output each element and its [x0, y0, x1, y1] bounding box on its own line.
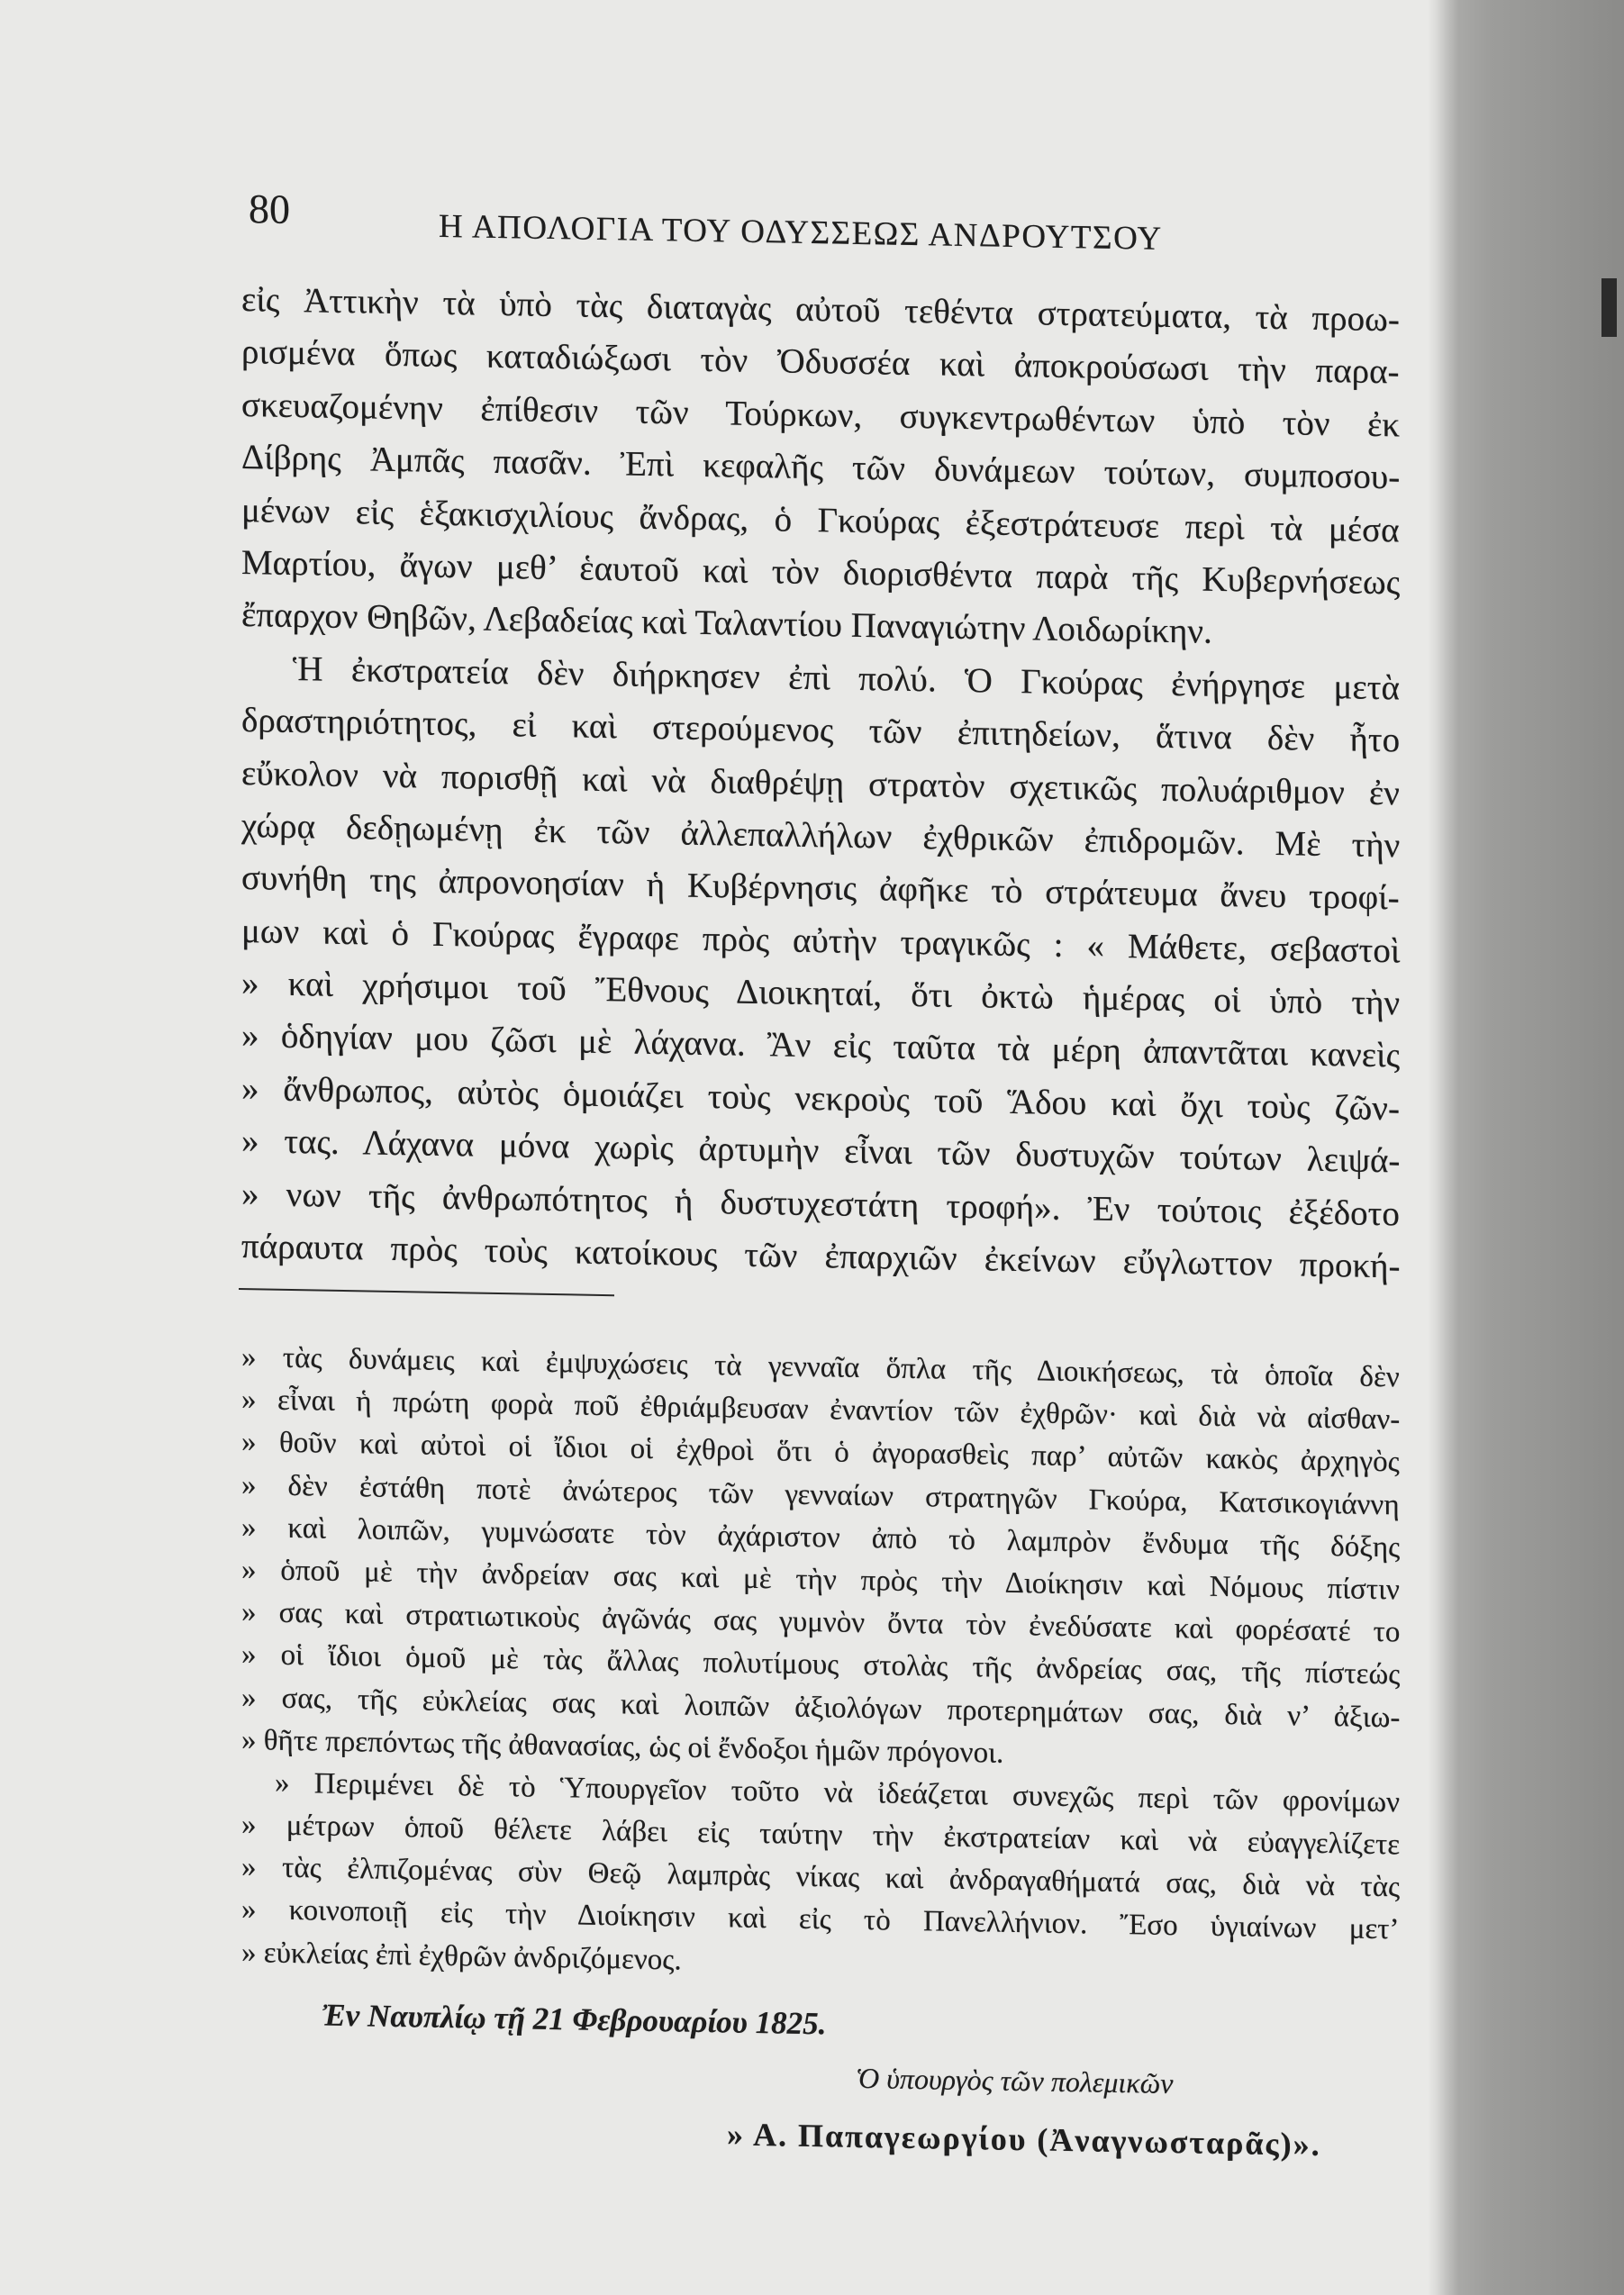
body-line-text: δραστηριότητος, εἰ καὶ στερούμενος τῶν ἐπιτηδείων, ἅτινα δὲν ἦτο — [241, 701, 1401, 760]
scan-edge-mark — [1601, 278, 1617, 337]
body-line-text: σκευαζομένην ἐπίθεσιν τῶν Τούρκων, συγκεντρωθέντων ὑπὸ τὸν ἐκ — [241, 385, 1401, 445]
footnote-line-text: » θῆτε πρεπόντως τῆς ἀθανασίας, ὡς οἱ ἔνδοξοι ἡμῶν πρόγονοι. — [241, 1723, 1004, 1770]
footnote-text — [241, 1337, 1401, 1994]
footnote-line-text: » εὐκλείας ἐπὶ ἐχθρῶν ἀνδριζόμενος. — [241, 1936, 682, 1977]
footnote-line-text: » οἱ ἴδιοι ὁμοῦ μὲ τὰς ἄλλας πολυτίμους στολὰς τῆς ἀνδρείας σας, τῆς πίστεώς — [241, 1638, 1401, 1692]
page-number: 80 — [249, 186, 290, 232]
signature-title — [856, 2058, 1252, 2105]
footnote-line-text: » ὁποῦ μὲ τὴν ἀνδρείαν σας καὶ μὲ τὴν πρὸς τὴν Διοίκησιν καὶ Νόμους πίστιν — [241, 1553, 1400, 1607]
body-line-text: » νων τῆς ἀνθρωπότητος ἡ δυστυχεστάτη τροφή». Ἐν τούτοις ἐξέδοτο — [241, 1174, 1400, 1234]
running-title — [439, 203, 1231, 265]
footnote-rule — [239, 1288, 614, 1296]
body-line-text: Μαρτίου, ἄγων μεθ’ ἑαυτοῦ καὶ τὸν διορισθέντα παρὰ τῆς Κυβερνήσεως — [241, 542, 1401, 603]
body-line-text: ἔπαρχον Θηβῶν, Λεβαδείας καὶ Ταλαντίου Παναγιώτην Λοιδωρίκην. — [241, 595, 1212, 652]
body-line-text: » ὁδηγίαν μου ζῶσι μὲ λάχανα. Ἂν εἰς ταῦτα τὰ μέρη ἀπαντᾶται κανεὶς — [241, 1016, 1401, 1075]
footnote-line-text: » μέτρων ὁποῦ θέλετε λάβει εἰς ταύτην τὴν ἐκστρατείαν καὶ νὰ εὐαγγελίζετε — [241, 1809, 1401, 1862]
footnote-line-text: » εἶναι ἡ πρώτη φορὰ ποῦ ἐθριάμβευσαν ἐναντίον τῶν ἐχθρῶν· καὶ διὰ νὰ αἰσθαν- — [241, 1383, 1401, 1437]
dateline — [322, 1994, 835, 2046]
dateline-text: Ἐν Ναυπλίῳ τῇ 21 Φεβρουαρίου 1825. — [322, 1997, 827, 2042]
footnote-line-text: » σας, τῆς εὐκλείας σας καὶ λοιπῶν ἀξιολόγων προτερημάτων σας, διὰ ν’ ἀξιω- — [241, 1681, 1401, 1734]
footnote-line-text: » τὰς ἐλπιζομένας σὺν Θεῷ λαμπρὰς νίκας καὶ ἀνδραγαθήματά σας, διὰ νὰ τὰς — [241, 1851, 1401, 1904]
body-line-text: ρισμένα ὅπως καταδιώξωσι τὸν Ὀδυσσέα καὶ ἀποκρούσωσι τὴν παρα- — [241, 332, 1400, 392]
footnote-line-text: » θοῦν καὶ αὐτοὶ οἱ ἴδιοι οἱ ἐχθροὶ ὅτι ὁ ἀγορασθεὶς παρ’ αὐτῶν κακὸς ἀρχηγὸς — [241, 1426, 1400, 1479]
footnote-line-text: » τὰς δυνάμεις καὶ ἐμψυχώσεις τὰ γενναῖα ὅπλα τῆς Διοικήσεως, τὰ ὁποῖα δὲν — [241, 1341, 1400, 1394]
body-line-text: Δίβρης Ἀμπᾶς πασᾶν. Ἐπὶ κεφαλῆς τῶν δυνάμεων τούτων, συμποσου- — [241, 438, 1401, 497]
signature-title-text: Ὁ ὑπουργὸς τῶν πολεμικῶν — [856, 2061, 1174, 2100]
body-line-text: συνήθη της ἀπρονοησίαν ἡ Κυβέρνησις ἀφῆκε τὸ στράτευμα ἄνευ τροφί- — [241, 858, 1400, 918]
footnote-line-text: » σας καὶ στρατιωτικοὺς ἀγῶνάς σας γυμνὸν ὄντα τὸν ἐνεδύσατε καὶ φορέσατέ το — [241, 1596, 1401, 1649]
footnote-line-text: » καὶ λοιπῶν, γυμνώσατε τὸν ἀχάριστον ἀπὸ τὸ λαμπρὸν ἔνδυμα τῆς δόξης — [241, 1510, 1401, 1565]
signature-name — [727, 2112, 1384, 2167]
body-line-text: μων καὶ ὁ Γκούρας ἔγραφε πρὸς αὐτὴν τραγικῶς : « Μάθετε, σεβαστοὶ — [241, 911, 1401, 971]
body-line-text: πάραυτα πρὸς τοὺς κατοίκους τῶν ἐπαρχιῶν ἐκείνων εὔγλωττον προκή- — [241, 1227, 1401, 1286]
body-text — [241, 274, 1401, 1293]
body-line-text: εὔκολον νὰ πορισθῇ καὶ νὰ διαθρέψῃ στρατὸν σχετικῶς πολυάριθμον ἐν — [241, 753, 1400, 812]
footnote-line-text: » δὲν ἐστάθη ποτὲ ἀνώτερος τῶν γενναίων στρατηγῶν Γκούρα, Κατσικογιάννη — [241, 1468, 1400, 1522]
body-line-text: εἰς Ἀττικὴν τὰ ὑπὸ τὰς διαταγὰς αὐτοῦ τεθέντα στρατεύματα, τὰ προω- — [241, 280, 1400, 340]
body-line-text: χώρᾳ δεδῃωμένῃ ἐκ τῶν ἀλλεπαλλήλων ἐχθρικῶν ἐπιδρομῶν. Μὲ τὴν — [241, 805, 1401, 866]
body-line-text: » τας. Λάχανα μόνα χωρὶς ἀρτυμὴν εἶναι τῶν δυστυχῶν τούτων λειψά- — [241, 1121, 1401, 1181]
running-title-text: Η ΑΠΟΛΟΓΙΑ ΤΟΥ ΟΔΥΣΣΕΩΣ ΑΝΔΡΟΥΤΣΟΥ — [439, 207, 1163, 258]
signature-name-text: » Α. Παπαγεωργίου (Ἀναγνωσταρᾶς)». — [727, 2116, 1321, 2163]
body-line-text: Ἡ ἐκστρατεία δὲν διήρκησεν ἐπὶ πολύ. Ὁ Γκούρας ἐνήργησε μετὰ — [293, 649, 1400, 708]
footnote-line-text: » Περιμένει δὲ τὸ Ὑπουργεῖον τοῦτο νὰ ἰδεάζεται συνεχῶς περὶ τῶν φρονίμων — [275, 1766, 1401, 1819]
footnote-line-text: » κοινοποιῇ εἰς τὴν Διοίκησιν καὶ εἰς τὸ Πανελλήνιον. Ἔσο ὑγιαίνων μετ’ — [241, 1893, 1400, 1946]
body-line-text: μένων εἰς ἑξακισχιλίους ἄνδρας, ὁ Γκούρας ἐξεστράτευσε περὶ τὰ μέσα — [241, 490, 1400, 550]
binding-shadow — [1428, 0, 1624, 2295]
body-line-text: » καὶ χρήσιμοι τοῦ Ἔθνους Διοικηταί, ὅτι ὀκτὼ ἡμέρας οἱ ὑπὸ τὴν — [241, 964, 1401, 1023]
body-line-text: » ἄνθρωπος, αὐτὸς ὁμοιάζει τοὺς νεκροὺς τοῦ Ἅδου καὶ ὄχι τοὺς ζῶν- — [241, 1068, 1400, 1129]
